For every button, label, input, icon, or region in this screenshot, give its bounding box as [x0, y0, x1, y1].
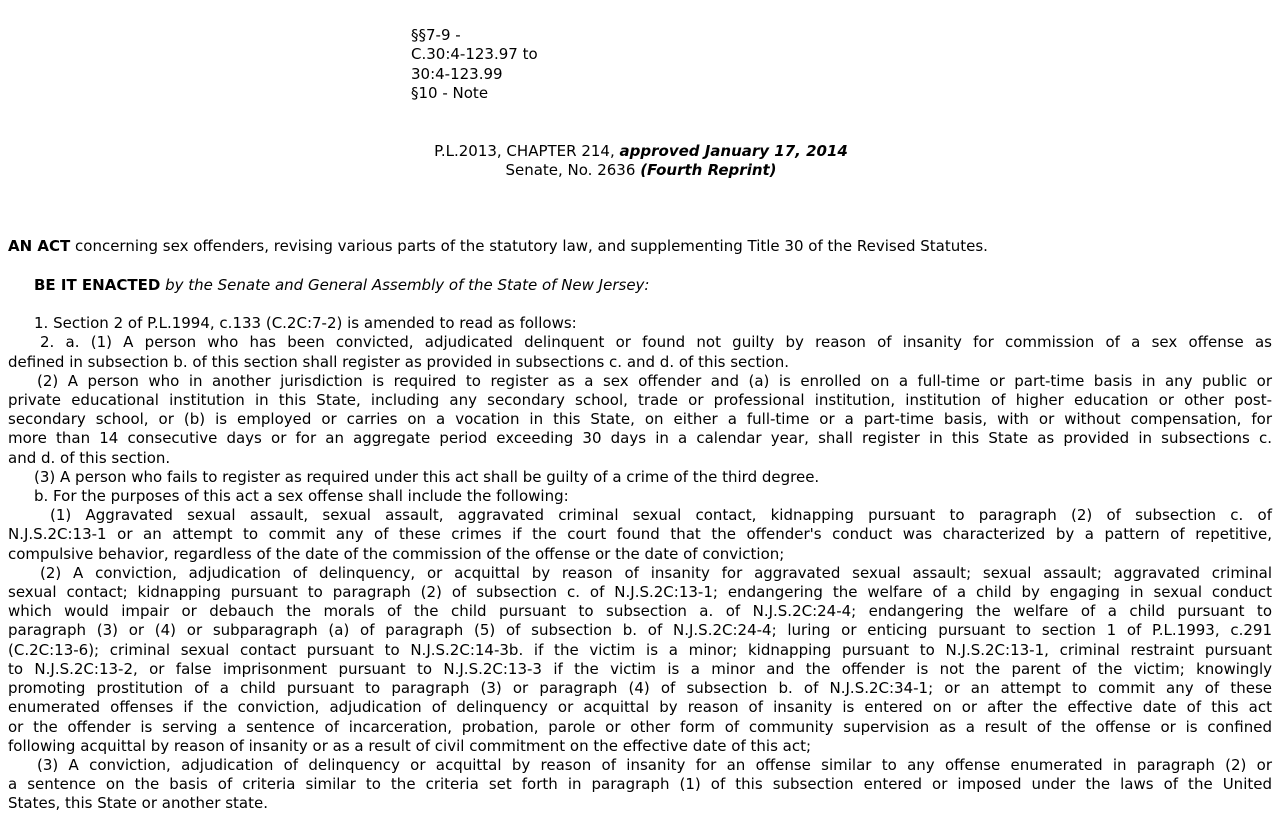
body-line-3: defined in subsection b. of this section shall register as provided in subsections c. and d. of this section. — [8, 353, 790, 371]
body-line-21: enumerated offenses if the conviction, adjudication of delinquency or acquittal by reason of insanity is entered on or after the effective date of this act — [8, 698, 1272, 716]
body-line-5: private educational institution in this State, including any secondary school, trade or professional institution, institution of higher education or other post- — [8, 391, 1272, 409]
body-line-9: (3) A person who fails to register as required under this act shall be guilty of a crime of the third degree. — [34, 468, 820, 486]
body-line-10: b. For the purposes of this act a sex offense shall include the following: — [34, 487, 569, 505]
reprint-label: (Fourth Reprint) — [640, 161, 777, 179]
act-title — [8, 237, 988, 256]
body-line-2: 2. a. (1) A person who has been convicted, adjudicated delinquent or found not guilty by reason of insanity for commission of a sex offense as — [40, 333, 1272, 351]
body-line-24: (3) A conviction, adjudication of delinquency or acquittal by reason of insanity for an offense similar to any offense enumerated in paragraph (2) or — [37, 756, 1272, 774]
bill-number: Senate, No. 2636 — [505, 161, 636, 179]
body-line-15: sexual contact; kidnapping pursuant to paragraph (2) of subsection c. of N.J.S.2C:13-1; endangering the welfare of a child by engaging in sexual conduct — [8, 583, 1272, 601]
body-line-25: a sentence on the basis of criteria similar to the criteria set forth in paragraph (1) of this subsection entered or imposed under the laws of the United — [8, 775, 1272, 793]
body-line-7: more than 14 consecutive days or for an aggregate period exceeding 30 days in a calendar year, shall register in this State as provided in subsections c. — [8, 429, 1272, 447]
header-note-line-1: §§7-9 - — [411, 26, 461, 44]
header-note-line-2: C.30:4-123.97 to — [411, 45, 538, 63]
body-line-20: promoting prostitution of a child pursuant to paragraph (3) or paragraph (4) of subsection b. of N.J.S.2C:34-1; or an attempt to commit any of these — [8, 679, 1272, 697]
body-line-4: (2) A person who in another jurisdiction is required to register as a sex offender and (a) is enrolled on a full-time or part-time basis in any public or — [37, 372, 1272, 390]
body-line-13: compulsive behavior, regardless of the date of the commission of the offense or the date of conviction; — [8, 545, 785, 563]
body-line-18: (C.2C:13-6); criminal sexual contact pursuant to N.J.S.2C:14-3b. if the victim is a minor; kidnapping pursuant to N.J.S.2C:13-1, criminal restraint pursuant — [8, 641, 1272, 659]
citation-law-line — [0, 142, 1280, 161]
body-line-8: and d. of this section. — [8, 449, 171, 467]
body-line-23: following acquittal by reason of insanity or as a result of civil commitment on the effective date of this act; — [8, 737, 812, 755]
law-number: P.L.2013, CHAPTER 214, — [434, 142, 615, 160]
approval-date: approved January 17, 2014 — [619, 142, 848, 160]
body-line-1: 1. Section 2 of P.L.1994, c.133 (C.2C:7-2) is amended to read as follows: — [34, 314, 577, 332]
citation-bill-line — [0, 161, 1280, 180]
body-line-11: (1) Aggravated sexual assault, sexual assault, aggravated criminal sexual contact, kidnapping pursuant to paragraph (2) of subsection c. of — [50, 506, 1272, 524]
body-line-22: or the offender is serving a sentence of incarceration, probation, parole or other form of community supervision as a result of the offense or is confined — [8, 718, 1272, 736]
body-line-17: paragraph (3) or (4) or subparagraph (a) of paragraph (5) of subsection b. of N.J.S.2C:24-4; luring or enticing pursuant to section 1 of P.L.1993, c.291 — [8, 621, 1272, 639]
body-line-16: which would impair or debauch the morals of the child pursuant to subsection a. of N.J.S.2C:24-4; endangering the welfare of a child pursuant to — [8, 602, 1272, 620]
enacting-clause — [34, 276, 649, 295]
header-note-line-4: §10 - Note — [411, 84, 489, 102]
enacting-text: by the Senate and General Assembly of the State of New Jersey: — [165, 276, 650, 294]
body-line-6: secondary school, or (b) is employed or carries on a vocation in this State, on either a full-time or a part-time basis, with or without compensation, for — [8, 410, 1272, 428]
enacting-lead: BE IT ENACTED — [34, 276, 161, 294]
body-line-12: N.J.S.2C:13-1 or an attempt to commit any of these crimes if the court found that the offender's conduct was characterized by a pattern of repetitive, — [8, 525, 1272, 543]
header-note-line-3: 30:4-123.99 — [411, 65, 503, 83]
act-title-lead: AN ACT — [8, 237, 71, 255]
body-line-19: to N.J.S.2C:13-2, or false imprisonment pursuant to N.J.S.2C:13-3 if the victim is a minor and the offender is not the parent of the victim; knowingly — [8, 660, 1272, 678]
act-title-text: concerning sex offenders, revising various parts of the statutory law, and supplementing Title 30 of the Revised Statutes. — [75, 237, 988, 255]
body-line-14: (2) A conviction, adjudication of delinquency, or acquittal by reason of insanity for aggravated sexual assault; sexual assault; aggravated criminal — [40, 564, 1272, 582]
body-line-26: States, this State or another state. — [8, 794, 268, 812]
